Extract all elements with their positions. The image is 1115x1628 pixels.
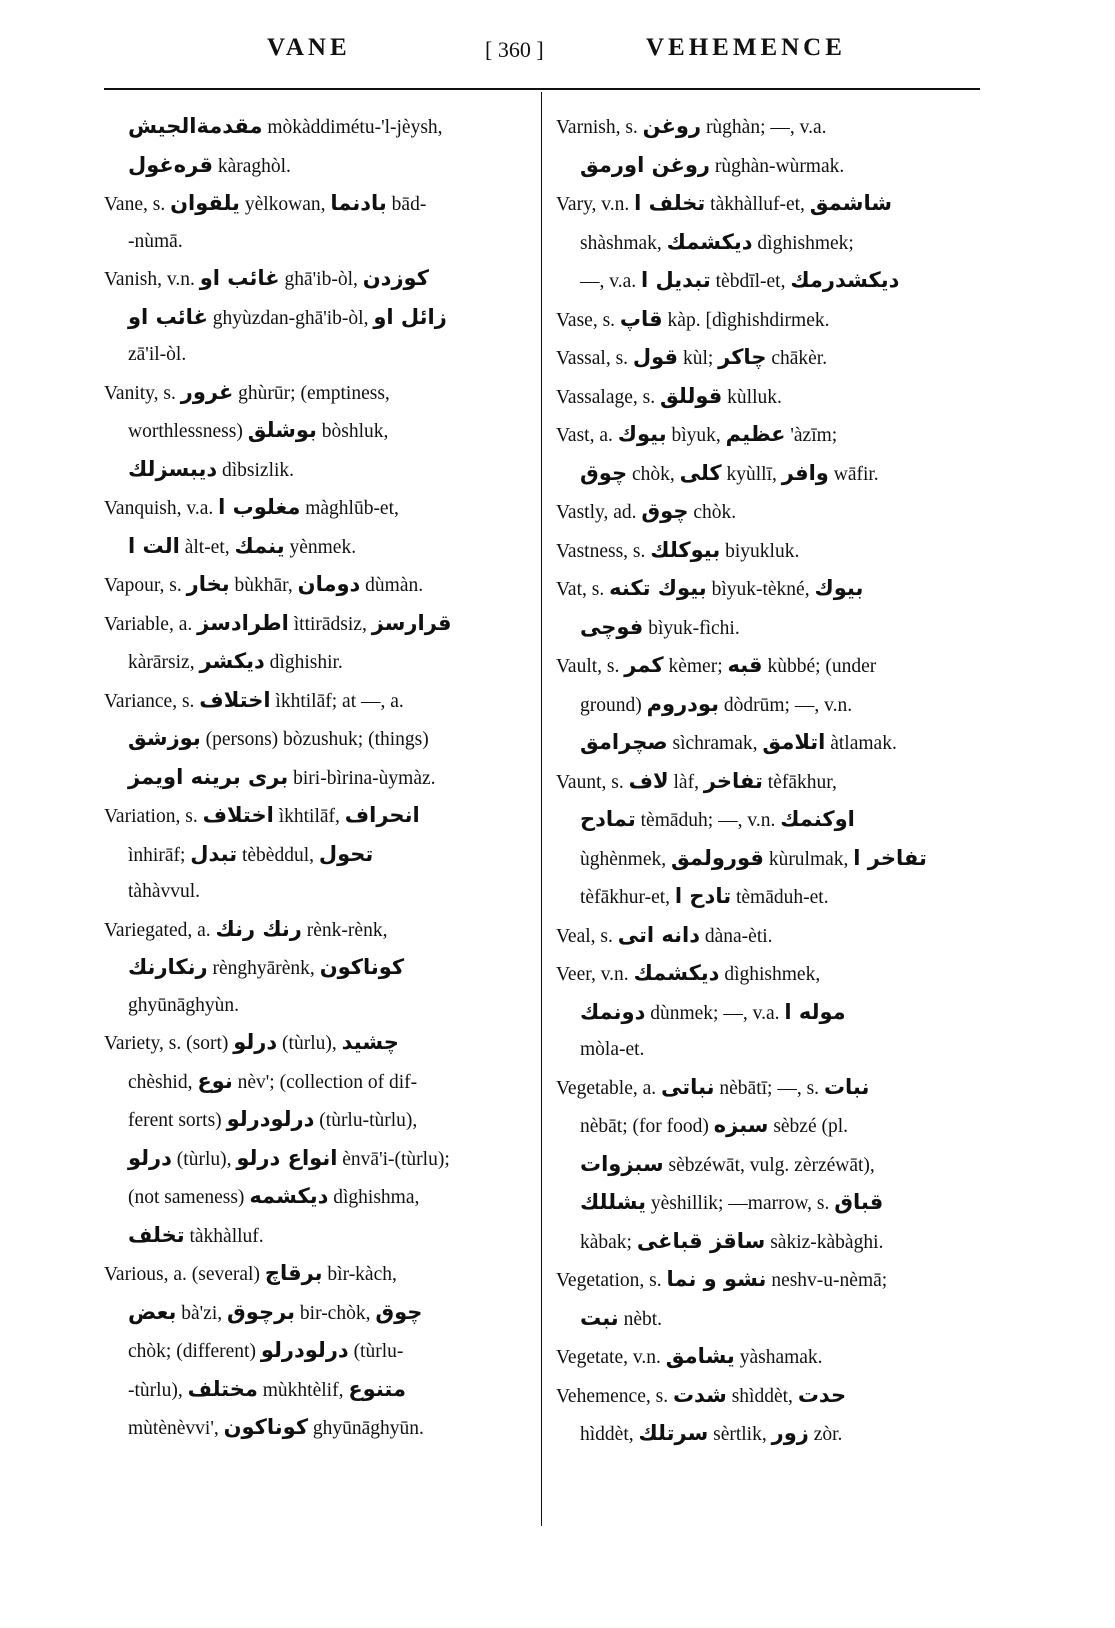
dictionary-entry [104, 911, 524, 1025]
entry-line: chòk; (different) درلودرلو (tùrlu- [128, 1338, 404, 1362]
entry-line: Vastly, ad. چوق chòk. [556, 499, 737, 523]
right-column [556, 108, 976, 1454]
entry-line: بری برينه اويمز biri-bìrina-ùymàz. [128, 764, 436, 789]
dictionary-entry [104, 1024, 524, 1255]
entry-line: Vaunt, s. لاف làf, تفاخر tèfākhur, [556, 768, 837, 793]
entry-line: zā'il-òl. [128, 344, 187, 365]
dictionary-entry [556, 917, 976, 956]
entry-line: kàbak; ساقز قباغی sàkiz-kàbàghi. [580, 1228, 884, 1253]
entry-line: ìnhirāf; تبدل tèbèddul, تحول [128, 841, 374, 866]
entry-line: چوق chòk, كلی kyùllī, وافر wāfir. [580, 460, 879, 485]
dictionary-entry [104, 566, 524, 605]
entry-line: ديبسزلك dìbsizlik. [128, 456, 295, 481]
entry-line: -tùrlu), مختلف mùkhtèlif, متنوع [128, 1376, 406, 1401]
entry-line: مقدمةالجيش mòkàddimétu-'l-jèysh, [128, 114, 443, 138]
entry-line: Vehemence, s. شدت shìddèt, حدت [556, 1382, 847, 1407]
entry-line: Vanish, v.n. غائب او ghā'ib-òl, كوزدن [104, 266, 429, 290]
entry-line: -nùmā. [128, 230, 183, 252]
entry-line: Veer, v.n. ديكشمك dìghishmek, [556, 961, 821, 985]
dictionary-entry [104, 108, 524, 185]
entry-line: صچرامق sìchramak, اتلامق àtlamak. [580, 730, 897, 754]
entry-line: tàhàvvul. [128, 881, 201, 902]
dictionary-entry [556, 570, 976, 647]
entry-line: Various, a. (several) برقاچ bìr-kàch, [104, 1261, 397, 1285]
entry-line: يشللك yèshillik; —marrow, s. قباق [580, 1190, 884, 1214]
dictionary-entry [104, 605, 524, 682]
entry-line: Variable, a. اطرادسز ìttirādsiz, قرارسز [104, 610, 452, 635]
dictionary-entry [556, 763, 976, 917]
entry-line: درلو (tùrlu), انواع درلو ènvā'i-(tùrlu); [128, 1145, 450, 1170]
entry-line: Varnish, s. روغن rùghàn; —, v.a. [556, 114, 827, 138]
entry-line: Variation, s. اختلاف ìkhtilāf, انحراف [104, 803, 420, 827]
entry-line: Vegetable, a. نباتی nèbātī; —, s. نبات [556, 1074, 870, 1099]
entry-line: Vanquish, v.a. مغلوب ا màghlūb-et, [104, 495, 399, 519]
header-first-word: VANE [267, 34, 351, 61]
entry-line: worthlessness) بوشلق bòshluk, [128, 418, 389, 442]
entry-line: روغن اورمق rùghàn-wùrmak. [580, 152, 845, 177]
entry-line: الت ا àlt-et, ينمك yènmek. [128, 533, 357, 558]
dictionary-entry [556, 493, 976, 532]
entry-line: تخلف tàkhàlluf. [128, 1222, 264, 1247]
dictionary-entry [556, 1377, 976, 1454]
entry-line: kàrārsiz, ديكشر dìghishir. [128, 649, 343, 673]
entry-line: (not sameness) ديكشمه dìghishma, [128, 1184, 420, 1208]
dictionary-entry [556, 647, 976, 763]
dictionary-entry [556, 416, 976, 493]
dictionary-entry [556, 185, 976, 339]
dictionary-entry [104, 185, 524, 260]
entry-line: Vanity, s. غرور ghùrūr; (emptiness, [104, 379, 390, 404]
entry-line: Vase, s. قاپ kàp. [dìghishdirmek. [556, 306, 830, 331]
entry-line: دونمك dùnmek; —, v.a. موله ا [580, 999, 846, 1024]
column-divider [541, 92, 542, 1526]
entry-line: hìddèt, سرتلك sèrtlik, زور zòr. [580, 1421, 843, 1445]
entry-line: Vane, s. يلقوان yèlkowan, بادنما bād- [104, 191, 427, 215]
entry-line: Vast, a. بيوك bìyuk, عظيم 'àzīm; [556, 422, 838, 446]
entry-line: بوزشق (persons) bòzushuk; (things) [128, 726, 429, 750]
dictionary-entry [556, 1338, 976, 1377]
header-last-word: VEHEMENCE [646, 34, 846, 61]
entry-line: Vat, s. بيوك تكنه bìyuk-tèkné, بيوك [556, 576, 864, 600]
entry-line: Veal, s. دانه اتی dàna-èti. [556, 922, 773, 947]
page-number: [ 360 ] [485, 37, 544, 62]
entry-line: غائب او ghyùzdan-ghā'ib-òl, زائل او [128, 304, 447, 329]
dictionary-entry [556, 378, 976, 417]
entry-line: Vault, s. كمر kèmer; قبه kùbbé; (under [556, 653, 877, 677]
header-rule [104, 88, 980, 90]
entry-line: قرەغول kàraghòl. [128, 152, 291, 177]
entry-line: Vegetation, s. نشو و نما neshv-u-nèmā; [556, 1267, 888, 1291]
entry-line: nèbāt; (for food) سبزه sèbzé (pl. [580, 1113, 849, 1137]
entry-line: Vegetate, v.n. يشامق yàshamak. [556, 1344, 823, 1368]
entry-line: Vapour, s. بخار bùkhār, دومان dùmàn. [104, 572, 424, 596]
dictionary-entry [556, 108, 976, 185]
dictionary-entry [104, 1255, 524, 1448]
entry-line: mòla-et. [580, 1039, 645, 1060]
entry-line: Vassalage, s. قوللق kùlluk. [556, 383, 782, 408]
entry-line: Variegated, a. رنك رنك rènk-rènk, [104, 916, 388, 941]
entry-line: tèfākhur-et, تادح ا tèmāduh-et. [580, 884, 829, 908]
entry-line: chèshid, نوع nèv'; (collection of dif- [128, 1068, 418, 1093]
dictionary-entry [104, 797, 524, 911]
entry-line: ghyūnāghyùn. [128, 994, 240, 1016]
entry-line: ferent sorts) درلودرلو (tùrlu-tùrlu), [128, 1107, 418, 1131]
left-column [104, 108, 524, 1448]
entry-line: Variance, s. اختلاف ìkhtilāf; at —, a. [104, 687, 404, 712]
dictionary-entry [104, 374, 524, 490]
entry-line: فوچی bìyuk-fìchi. [580, 614, 740, 639]
running-header [100, 34, 980, 74]
dictionary-entry [556, 339, 976, 378]
dictionary-entry [556, 1261, 976, 1338]
entry-line: رنكارنك rènghyārènk, كوناكون [128, 955, 405, 979]
entry-line: Vastness, s. بيوكلك biyukluk. [556, 537, 800, 562]
dictionary-entry [556, 1069, 976, 1262]
entry-line: ùghènmek, قورولمق kùrulmak, تفاخر ا [580, 845, 927, 870]
entry-line: mùtènèvvi', كوناكون ghyūnāghyūn. [128, 1415, 424, 1439]
entry-line: Variety, s. (sort) درلو (tùrlu), چشيد [104, 1030, 399, 1054]
entry-line: —, v.a. تبديل ا tèbdīl-et, ديكشدرمك [580, 268, 900, 292]
dictionary-entry [104, 489, 524, 566]
entry-line: Vary, v.n. تخلف ا tàkhàlluf-et, شاشمق [556, 191, 892, 215]
entry-line: Vassal, s. قول kùl; چاكر chākèr. [556, 345, 828, 369]
entry-line: بعض bà'zi, برچوق bir-chòk, چوق [128, 1299, 423, 1324]
entry-line: نبت nèbt. [580, 1305, 663, 1330]
dictionary-entry [556, 532, 976, 571]
entry-line: shàshmak, ديكشمك dìghishmek; [580, 229, 854, 254]
entry-line: سبزوات sèbzéwāt, vulg. zèrzéwāt), [580, 1151, 875, 1176]
dictionary-entry [556, 955, 976, 1069]
entry-line: ground) بودروم dòdrūm; —, v.n. [580, 691, 853, 716]
dictionary-entry [104, 260, 524, 374]
entry-line: تمادح tèmāduh; —, v.n. اوكنمك [580, 807, 855, 831]
dictionary-entry [104, 682, 524, 798]
